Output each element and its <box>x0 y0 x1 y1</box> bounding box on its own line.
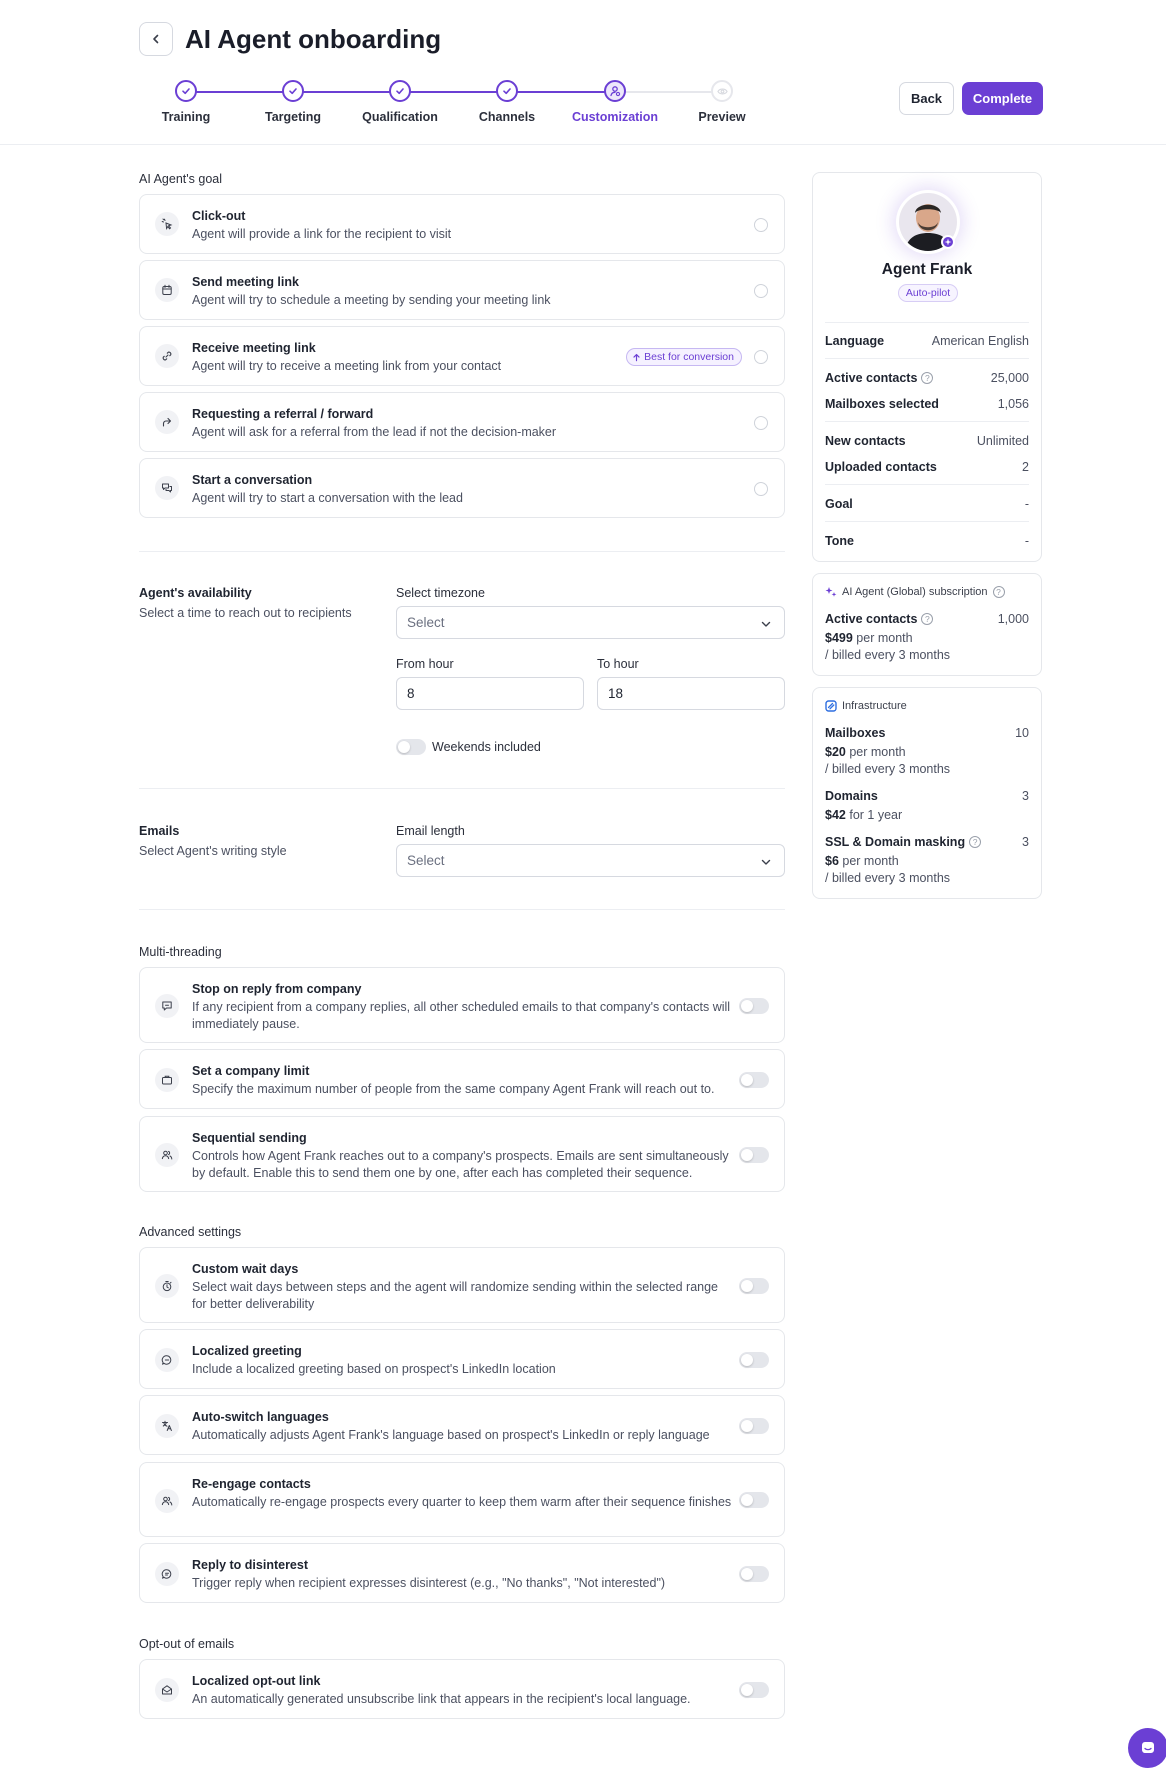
subscription-header <box>825 586 1005 598</box>
domains-value: 3 <box>1022 789 1029 803</box>
mail-open-icon <box>155 1678 179 1702</box>
uploaded-contacts-value: 2 <box>1022 460 1029 474</box>
mailboxes-label: Mailboxes <box>825 726 886 740</box>
users-refresh-icon <box>155 1489 179 1513</box>
price-amount: $20 <box>825 745 846 759</box>
section-divider <box>139 551 785 552</box>
custom-wait-days-toggle[interactable] <box>739 1278 769 1294</box>
sequential-sending-toggle[interactable] <box>739 1147 769 1163</box>
ssl-label: SSL & Domain masking <box>825 835 966 849</box>
availability-title: Agent's availability <box>139 586 252 600</box>
profile-uploaded-contacts-row <box>825 460 1029 474</box>
chevron-left-icon <box>150 33 162 45</box>
infrastructure-logo-icon <box>825 700 837 712</box>
setting-reply-to-disinterest <box>139 1543 785 1603</box>
auto-pilot-badge: Auto-pilot <box>898 284 958 302</box>
sparkle-badge-icon <box>941 235 955 249</box>
price-period: per month <box>842 854 899 868</box>
price-amount: $499 <box>825 631 853 645</box>
option-title: Receive meeting link <box>192 341 316 355</box>
from-hour-label: From hour <box>396 657 454 671</box>
language-label: Language <box>825 334 885 348</box>
setting-description: An automatically generated unsubscribe link that appears in the recipient's local language. <box>192 1692 691 1706</box>
availability-description: Select a time to reach out to recipients <box>139 606 352 620</box>
localized-opt-out-toggle[interactable] <box>739 1682 769 1698</box>
link-icon <box>155 344 179 368</box>
goal-radio[interactable] <box>754 218 768 232</box>
to-hour-label: To hour <box>597 657 639 671</box>
stopwatch-icon <box>155 1274 179 1298</box>
step-label: Customization <box>571 110 659 124</box>
setting-localized-greeting <box>139 1329 785 1389</box>
option-title: Requesting a referral / forward <box>192 407 374 421</box>
setting-sequential-sending <box>139 1116 785 1192</box>
from-hour-value: 8 <box>407 686 415 701</box>
setting-title: Stop on reply from company <box>192 982 362 996</box>
profile-tone-row <box>825 534 1029 548</box>
step-training[interactable] <box>131 80 241 124</box>
step-label: Training <box>161 110 211 124</box>
option-title: Send meeting link <box>192 275 299 289</box>
uploaded-contacts-label: Uploaded contacts <box>825 460 937 474</box>
onboarding-stepper <box>140 80 746 130</box>
pointer-click-icon <box>155 212 179 236</box>
domains-row <box>825 789 1029 803</box>
back-arrow-button[interactable] <box>139 22 173 56</box>
chat-bubbles-icon <box>155 476 179 500</box>
step-qualification[interactable] <box>345 80 455 124</box>
setting-auto-switch-languages <box>139 1395 785 1455</box>
sparkles-icon <box>825 586 837 598</box>
price-amount: $42 <box>825 808 846 822</box>
subscription-price <box>825 631 913 645</box>
setting-description: Trigger reply when recipient expresses disinterest (e.g., "No thanks", "Not interested") <box>192 1576 666 1590</box>
goal-option-start-conversation[interactable] <box>139 458 785 518</box>
tone-label: Tone <box>825 534 854 548</box>
step-customization[interactable] <box>560 80 670 124</box>
goal-radio[interactable] <box>754 284 768 298</box>
page-header <box>0 0 1166 145</box>
from-hour-input[interactable] <box>396 677 584 710</box>
forward-arrow-icon <box>155 410 179 434</box>
mailboxes-row <box>825 726 1029 740</box>
profile-divider <box>825 421 1029 422</box>
timezone-label: Select timezone <box>396 586 485 600</box>
profile-divider <box>825 358 1029 359</box>
setting-title: Custom wait days <box>192 1262 299 1276</box>
active-contacts-label-wrap <box>825 371 933 385</box>
message-reply-icon <box>155 994 179 1018</box>
setting-description: If any recipient from a company replies, all other scheduled emails to that company's contacts will immediately pause. <box>192 1000 731 1031</box>
infrastructure-title: Infrastructure <box>842 700 907 712</box>
auto-switch-languages-toggle[interactable] <box>739 1418 769 1434</box>
profile-goal-row <box>825 497 1029 511</box>
subscription-contacts-label-wrap <box>825 612 933 626</box>
setting-title: Sequential sending <box>192 1131 307 1145</box>
domains-label: Domains <box>825 789 878 803</box>
emails-title: Emails <box>139 824 180 838</box>
subscription-card <box>812 573 1042 676</box>
subscription-contacts-row <box>825 612 1029 626</box>
localized-greeting-toggle[interactable] <box>739 1352 769 1368</box>
setting-localized-opt-out-link <box>139 1659 785 1719</box>
setting-description: Controls how Agent Frank reaches out to a company's prospects. Emails are sent simultaneously by default. Enable this to send them one by one, after each has completed their sequence. <box>192 1149 729 1180</box>
price-amount: $6 <box>825 854 839 868</box>
goal-option-receive-meeting-link[interactable] <box>139 326 785 386</box>
subscription-contacts-label: Active contacts <box>825 612 918 626</box>
goal-section-title: AI Agent's goal <box>139 172 223 186</box>
ssl-row <box>825 835 1029 849</box>
multithreading-title: Multi-threading <box>139 945 222 959</box>
company-limit-toggle[interactable] <box>739 1072 769 1088</box>
section-divider <box>139 788 785 789</box>
email-length-label: Email length <box>396 824 465 838</box>
option-title: Start a conversation <box>192 473 313 487</box>
re-engage-contacts-toggle[interactable] <box>739 1492 769 1508</box>
mailboxes-price <box>825 745 906 759</box>
price-period: for 1 year <box>849 808 903 822</box>
setting-description: Specify the maximum number of people from the same company Agent Frank will reach out to. <box>192 1082 715 1096</box>
check-icon <box>496 80 518 102</box>
step-label: Targeting <box>264 110 322 124</box>
to-hour-input[interactable] <box>597 677 785 710</box>
profile-divider <box>825 521 1029 522</box>
mailboxes-selected-value: 1,056 <box>997 397 1029 411</box>
check-icon <box>282 80 304 102</box>
setting-description: Select wait days between steps and the agent will randomize sending within the selected range for better deliverability <box>192 1280 719 1311</box>
infrastructure-card <box>812 687 1042 899</box>
check-icon <box>175 80 197 102</box>
active-contacts-label: Active contacts <box>825 371 918 385</box>
price-period: per month <box>856 631 913 645</box>
profile-mailboxes-row <box>825 397 1029 411</box>
to-hour-value: 18 <box>608 686 624 701</box>
profile-language-row <box>825 334 1029 348</box>
complete-button[interactable]: Complete <box>962 82 1043 115</box>
chevron-down-icon <box>760 856 772 868</box>
domains-price <box>825 808 902 822</box>
setting-description: Automatically re-engage prospects every quarter to keep them warm after their sequence finishes <box>192 1495 732 1509</box>
help-icon[interactable]: ? <box>993 586 1005 598</box>
language-value: American English <box>931 334 1029 348</box>
goal-option-referral[interactable] <box>139 392 785 452</box>
setting-description: Automatically adjusts Agent Frank's language based on prospect's LinkedIn or reply language <box>192 1428 710 1442</box>
calendar-icon <box>155 278 179 302</box>
step-label: Qualification <box>362 110 438 124</box>
option-description: Agent will ask for a referral from the lead if not the decision-maker <box>192 425 557 439</box>
step-label: Preview <box>698 110 746 124</box>
chat-launcher-button[interactable] <box>1128 1728 1166 1768</box>
setting-title: Auto-switch languages <box>192 1410 329 1424</box>
setting-company-limit <box>139 1049 785 1109</box>
best-for-conversion-badge <box>626 348 742 366</box>
weekends-toggle[interactable] <box>396 739 426 755</box>
goal-radio[interactable] <box>754 416 768 430</box>
email-length-select[interactable] <box>396 844 785 877</box>
setting-title: Re-engage contacts <box>192 1477 311 1491</box>
price-period: per month <box>849 745 906 759</box>
users-icon <box>155 1143 179 1167</box>
eye-icon <box>711 80 733 102</box>
goal-value: - <box>1024 497 1029 511</box>
agent-profile-card <box>812 172 1042 562</box>
profile-divider <box>825 484 1029 485</box>
option-description: Agent will try to receive a meeting link from your contact <box>192 359 502 373</box>
step-label: Channels <box>478 110 536 124</box>
advanced-title: Advanced settings <box>139 1225 242 1239</box>
mailboxes-billing: / billed every 3 months <box>825 762 951 776</box>
subscription-contacts-value: 1,000 <box>997 612 1029 626</box>
stop-on-reply-toggle[interactable] <box>739 998 769 1014</box>
setting-stop-on-reply <box>139 967 785 1043</box>
step-targeting[interactable] <box>238 80 348 124</box>
chevron-down-icon <box>760 618 772 630</box>
setting-re-engage-contacts <box>139 1462 785 1537</box>
reply-bubble-icon <box>155 1562 179 1586</box>
option-title: Click-out <box>192 209 246 223</box>
profile-divider <box>825 322 1029 323</box>
goal-radio[interactable] <box>754 482 768 496</box>
agent-name: Agent Frank <box>881 261 973 278</box>
weekends-label: Weekends included <box>432 740 541 754</box>
step-channels[interactable] <box>452 80 562 124</box>
email-length-value: Select <box>407 853 445 868</box>
setting-title: Localized opt-out link <box>192 1674 321 1688</box>
step-preview[interactable] <box>667 80 777 124</box>
ssl-billing: / billed every 3 months <box>825 871 951 885</box>
goal-radio[interactable] <box>754 350 768 364</box>
section-divider <box>139 909 785 910</box>
option-description: Agent will provide a link for the recipient to visit <box>192 227 452 241</box>
active-contacts-value: 25,000 <box>990 371 1029 385</box>
back-button[interactable]: Back <box>899 82 954 115</box>
mailboxes-selected-label: Mailboxes selected <box>825 397 939 411</box>
page-title: AI Agent onboarding <box>185 24 442 54</box>
badge-label: Best for conversion <box>644 351 734 363</box>
arrow-up-icon <box>632 353 641 362</box>
subscription-title: AI Agent (Global) subscription <box>842 586 988 598</box>
new-contacts-label: New contacts <box>825 434 906 448</box>
profile-active-contacts-row <box>825 371 1029 385</box>
optout-title: Opt-out of emails <box>139 1637 235 1651</box>
setting-title: Localized greeting <box>192 1344 302 1358</box>
emails-description: Select Agent's writing style <box>139 844 287 858</box>
profile-new-contacts-row <box>825 434 1029 448</box>
user-settings-icon <box>604 80 626 102</box>
goal-option-click-out[interactable] <box>139 194 785 254</box>
reply-to-disinterest-toggle[interactable] <box>739 1566 769 1582</box>
help-icon[interactable]: ? <box>969 836 981 848</box>
ssl-label-wrap <box>825 835 981 849</box>
tone-value: - <box>1024 534 1029 548</box>
help-icon[interactable]: ? <box>921 372 933 384</box>
setting-description: Include a localized greeting based on prospect's LinkedIn location <box>192 1362 556 1376</box>
ssl-value: 3 <box>1022 835 1029 849</box>
option-description: Agent will try to schedule a meeting by sending your meeting link <box>192 293 551 307</box>
setting-title: Set a company limit <box>192 1064 310 1078</box>
ssl-price <box>825 854 899 868</box>
timezone-value: Select <box>407 615 445 630</box>
help-icon[interactable]: ? <box>921 613 933 625</box>
option-description: Agent will try to start a conversation with the lead <box>192 491 463 505</box>
check-icon <box>389 80 411 102</box>
mailboxes-value: 10 <box>1015 726 1029 740</box>
translate-icon <box>155 1414 179 1438</box>
goal-label: Goal <box>825 497 853 511</box>
new-contacts-value: Unlimited <box>976 434 1029 448</box>
subscription-billing: / billed every 3 months <box>825 648 951 662</box>
greeting-bubble-icon <box>155 1348 179 1372</box>
chat-icon <box>1139 1739 1157 1757</box>
setting-title: Reply to disinterest <box>192 1558 308 1572</box>
briefcase-icon <box>155 1068 179 1092</box>
infrastructure-header <box>825 700 907 712</box>
setting-custom-wait-days <box>139 1247 785 1323</box>
goal-option-send-meeting-link[interactable] <box>139 260 785 320</box>
timezone-select[interactable] <box>396 606 785 639</box>
